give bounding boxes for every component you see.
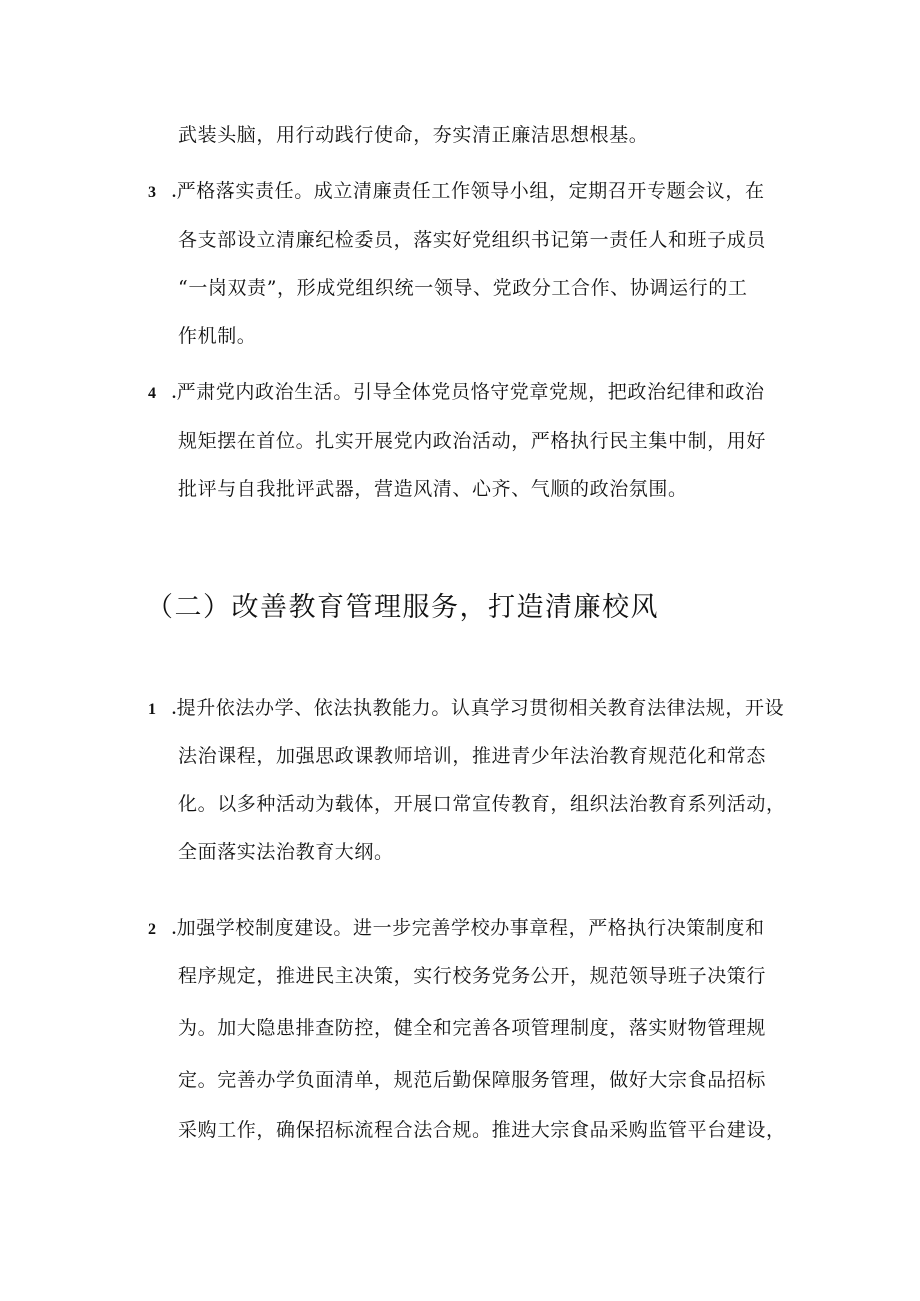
section-heading: （二）改善教育管理服务，打造清廉校风 — [146, 592, 659, 623]
list-item-2-line-1 — [148, 914, 765, 944]
paragraph-line: 定。完善办学负面清单，规范后勤保障服务管理，做好大宗食品招标 — [178, 1069, 767, 1091]
paragraph-line: 采购工作，确保招标流程合法合规。推进大宗食品采购监管平台建设， — [178, 1119, 786, 1141]
list-item-text: 提升依法办学、依法执教能力。认真学习贯彻相关教育法律法规，开设 — [176, 697, 785, 719]
list-item-text: 加强学校制度建设。进一步完善学校办事章程，严格执行决策制度和 — [176, 917, 765, 939]
paragraph-line: 法治课程，加强思政课教师培训，推进青少年法治教育规范化和常态 — [178, 745, 767, 767]
paragraph-line: 武装头脑，用行动践行使命，夯实清正廉洁思想根基。 — [178, 124, 649, 146]
list-number: 1 — [148, 701, 157, 718]
list-number: 3 — [148, 184, 157, 201]
list-number-separator: . — [172, 184, 177, 201]
paragraph-line: 程序规定，推进民主决策，实行校务党务公开，规范领导班子决策行 — [178, 965, 767, 987]
list-item-text: 严肃党内政治生活。引导全体党员恪守党章党规，把政治纪律和政治 — [176, 381, 765, 403]
paragraph-line: 全面落实法治教育大纲。 — [178, 841, 394, 863]
list-number: 2 — [148, 921, 157, 938]
paragraph-line: 批评与自我批评武器，营造风清、心齐、气顺的政治氛围。 — [178, 478, 688, 500]
paragraph-line: 为。加大隐患排查防控，健全和完善各项管理制度，落实财物管理规 — [178, 1017, 767, 1039]
list-item-4-line-1 — [148, 378, 765, 408]
paragraph-line: 化。以多种活动为载体，开展口常宣传教育，组织法治教育系列活动， — [178, 793, 786, 815]
list-number-separator: . — [172, 385, 177, 402]
list-item-1-line-1 — [148, 694, 784, 724]
list-item-text: 严格落实责任。成立清廉责任工作领导小组，定期召开专题会议，在 — [176, 180, 765, 202]
paragraph-line: 规矩摆在首位。扎实开展党内政治活动，严格执行民主集中制，用好 — [178, 430, 767, 452]
paragraph-line: 作机制。 — [178, 325, 257, 347]
paragraph-line: 各支部设立清廉纪检委员，落实好党组织书记第一责任人和班子成员 — [178, 229, 767, 251]
list-item-3-line-1 — [148, 177, 765, 207]
list-number: 4 — [148, 385, 157, 402]
list-number-separator: . — [172, 701, 177, 718]
paragraph-line: “一岗双责”，形成党组织统一领导、党政分工合作、协调运行的工 — [178, 277, 748, 299]
list-number-separator: . — [172, 921, 177, 938]
